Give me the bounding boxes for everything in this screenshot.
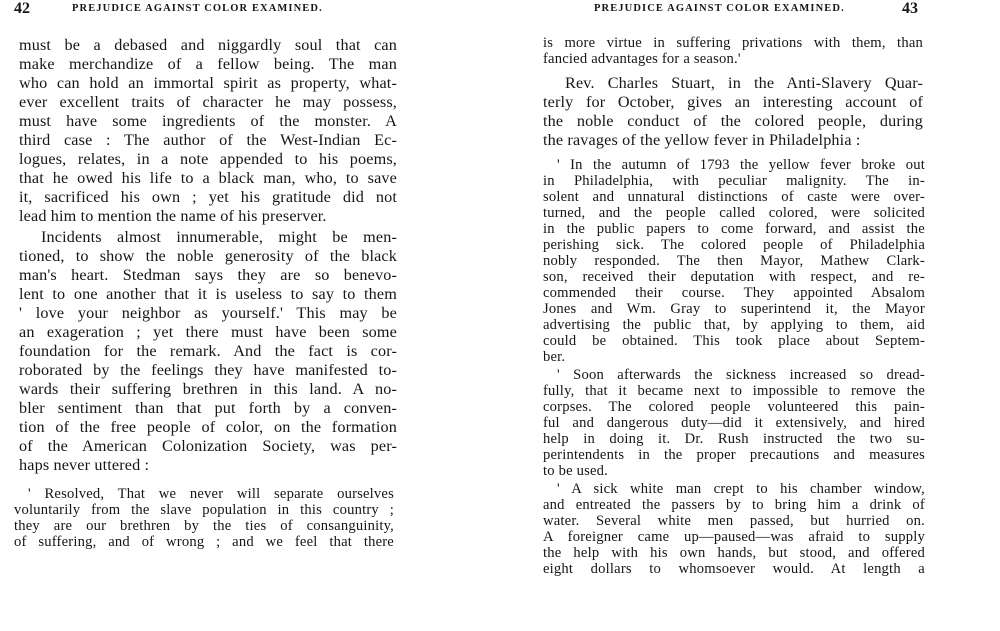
- quote-line: ful and dangerous duty—did it extensively, and hired: [543, 415, 925, 431]
- text-line: it, sacrificed his own ; yet his gratitude did not: [19, 188, 397, 206]
- page-number-right: 43: [902, 0, 918, 17]
- quote-line: ber.: [543, 349, 566, 365]
- quote-line: turned, and the people called colored, were solicited: [543, 205, 925, 221]
- text-line: man's heart. Stedman says they are so benevo-: [19, 266, 397, 284]
- quote-line: fancied advantages for a season.': [543, 51, 741, 67]
- text-line: make merchandize of a fellow being. The man: [19, 55, 397, 73]
- text-line: lead him to mention the name of his preserver.: [19, 207, 327, 225]
- text-line: the ravages of the yellow fever in Philadelphia :: [543, 131, 861, 149]
- text-line: Incidents almost innumerable, might be men-: [41, 228, 397, 246]
- quote-line: ' Soon afterwards the sickness increased so dread-: [557, 367, 925, 383]
- quote-line: son, received their deputation with respect, and re-: [543, 269, 925, 285]
- text-line: that he owed his life to a black man, who, to save: [19, 169, 397, 187]
- quote-line: perintendents in the proper precautions and measures: [543, 447, 925, 463]
- quote-line: ' Resolved, That we never will separate ourselves: [28, 486, 394, 502]
- quote-line: is more virtue in suffering privations with them, than: [543, 35, 923, 51]
- quote-line: solent and unnatural distinctions of caste were over-: [543, 189, 925, 205]
- text-line: bler sentiment than that put forth by a conven-: [19, 399, 397, 417]
- quote-line: and entreated the passers by to bring him a drink of: [543, 497, 925, 513]
- text-line: of the American Colonization Society, was per-: [19, 437, 397, 455]
- text-line: must be a debased and niggardly soul that can: [19, 36, 397, 54]
- text-line: tion of the free people of color, on the formation: [19, 418, 397, 436]
- quote-line: corpses. The colored people volunteered this pain-: [543, 399, 925, 415]
- text-line: Rev. Charles Stuart, in the Anti-Slavery Quar-: [565, 74, 923, 92]
- quote-line: Jones and Wm. Gray to superintend it, the Mayor: [543, 301, 925, 317]
- quote-line: eight dollars to whomsoever would. At length a: [543, 561, 925, 577]
- text-line: an exageration ; yet there must have been some: [19, 323, 397, 341]
- text-line: the noble conduct of the colored people, during: [543, 112, 923, 130]
- quote-line: in Philadelphia, with peculiar malignity. The in-: [543, 173, 925, 189]
- quote-line: fully, that it became next to impossible to remove the: [543, 383, 925, 399]
- quote-line: water. Several white men passed, but hurried on.: [543, 513, 925, 529]
- text-line: roborated by the feelings they have manifested to-: [19, 361, 397, 379]
- quote-line: ' A sick white man crept to his chamber window,: [557, 481, 925, 497]
- quote-line: help in doing it. Dr. Rush instructed the two su-: [543, 431, 925, 447]
- quote-line: they are our brethren by the ties of consanguinity,: [14, 518, 394, 534]
- quote-line: voluntarily from the slave population in this country ;: [14, 502, 394, 518]
- quote-line: could be obtained. This took place about Septem-: [543, 333, 925, 349]
- quote-line: in the public papers to come forward, and assist the: [543, 221, 925, 237]
- text-line: who can hold an immortal spirit as property, what-: [19, 74, 397, 92]
- quote-line: advertising the public that, by applying to them, aid: [543, 317, 925, 333]
- quote-line: A foreigner came up—paused—was afraid to supply: [543, 529, 925, 545]
- text-line: foundation for the remark. And the fact is cor-: [19, 342, 397, 360]
- text-line: must have some ingredients of the monster. A: [19, 112, 397, 130]
- quote-line: of suffering, and of wrong ; and we feel that there: [14, 534, 394, 550]
- page-number-left: 42: [14, 0, 30, 17]
- quote-line: perishing sick. The colored people of Philadelphia: [543, 237, 925, 253]
- quote-line: nobly responded. The then Mayor, Mathew Clark-: [543, 253, 925, 269]
- quote-line: to be used.: [543, 463, 609, 479]
- quote-line: the help with his own hands, but stood, and offered: [543, 545, 925, 561]
- quote-line: ' In the autumn of 1793 the yellow fever broke out: [557, 157, 925, 173]
- running-head-left: PREJUDICE AGAINST COLOR EXAMINED.: [72, 3, 323, 14]
- running-head-right: PREJUDICE AGAINST COLOR EXAMINED.: [594, 3, 845, 14]
- text-line: ever excellent traits of character he may possess,: [19, 93, 397, 111]
- text-line: haps never uttered :: [19, 456, 150, 474]
- text-line: wards their suffering brethren in this land. A no-: [19, 380, 397, 398]
- right-page: [500, 0, 1000, 631]
- text-line: lent to one another that it is useless to say to them: [19, 285, 397, 303]
- text-line: ' love your neighbor as yourself.' This may be: [19, 304, 397, 322]
- text-line: logues, relates, in a note appended to his poems,: [19, 150, 397, 168]
- text-line: tioned, to show the noble generosity of the black: [19, 247, 397, 265]
- text-line: terly for October, gives an interesting account of: [543, 93, 923, 111]
- text-line: third case : The author of the West-Indian Ec-: [19, 131, 397, 149]
- quote-line: commended their course. They appointed Absalom: [543, 285, 925, 301]
